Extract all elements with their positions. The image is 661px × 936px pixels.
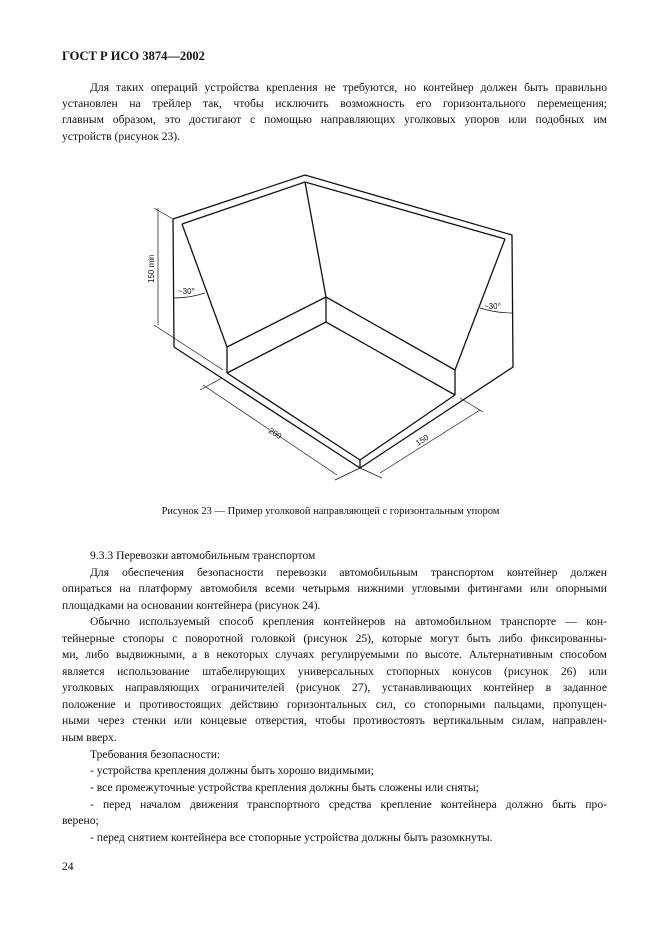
dim-length-label: 200 — [266, 426, 284, 441]
paragraph-line: Для обеспечения безопасности перевозки автомобильным транспортом контейнер должен — [90, 566, 607, 579]
paragraph-line: ми, либо выдвижными, а в некоторых случаях регулируемыми по высоте. Альтернативным способом — [62, 648, 607, 661]
list-item: - все промежуточные устройства крепления должны быть сложены или сняты; — [90, 781, 479, 794]
paragraph-line: Обычно используемый способ крепления контейнеров на автомобильном транспорте — кон- — [90, 615, 607, 628]
dimension-lines — [154, 208, 512, 480]
angle-left-label: ~30° — [178, 287, 195, 296]
paragraph-line: тейнерные стопоры с поворотной головкой (рисунок 25), которые могут быть либо фиксированны- — [62, 632, 607, 645]
paragraph-line: главным образом, это достигают с помощью направляющих уголковых упоров или подобных им — [62, 113, 607, 126]
paragraph-line: ным вверх. — [62, 731, 117, 744]
list-item: - перед началом движения транспортного средства крепление контейнера должно быть про- — [90, 798, 607, 811]
paragraph-line: Для таких операций устройства крепления не требуются, но контейнер должен быть правильно — [90, 81, 607, 94]
paragraph-line: положение и противостоящих действию горизонтальных сил, со стопорными пальцами, пропущен- — [62, 698, 607, 711]
list-item: - устройства крепления должны быть хорошо видимыми; — [90, 764, 374, 777]
paragraph-line: ными через стенки или концевые отверстия, чтобы противостоять вертикальным силам, направлен- — [62, 714, 607, 727]
paragraph-line: площадками на основании контейнера (рисунок 24). — [62, 599, 321, 612]
paragraph-line: Требования безопасности: — [90, 748, 221, 761]
angle-right-label: ~30° — [484, 302, 501, 311]
paragraph-line: уголковых направляющих ограничителей (рисунок 27), устанавливающих контейнер в заданное — [62, 681, 607, 694]
page-number: 24 — [62, 860, 74, 873]
dim-width-label: 150 — [414, 432, 431, 448]
corner-guide-outline — [173, 175, 513, 468]
paragraph-line: является использование штабелирующих универсальных стопорных конусов (рисунок 26) или — [62, 665, 607, 678]
list-item: - перед снятием контейнера все стопорные устройства должны быть разомкнуты. — [90, 831, 493, 844]
section-heading: 9.3.3 Перевозки автомобильным транспортом — [90, 549, 316, 562]
list-item-continuation: верено; — [62, 814, 99, 827]
dim-height-label: 150 min — [147, 254, 156, 283]
paragraph-line: установлен на трейлер так, чтобы исключить возможность его горизонтального перемещения; — [62, 97, 607, 110]
paragraph-line: опираться на платформу автомобиля всеми четырьмя нижними угловыми фитингами или опорными — [62, 582, 607, 595]
figure-caption: Рисунок 23 — Пример уголковой направляющей с горизонтальным упором — [161, 506, 500, 517]
document-header: ГОСТ Р ИСО 3874—2002 — [62, 49, 205, 63]
paragraph-line: устройств (рисунок 23). — [62, 130, 181, 143]
